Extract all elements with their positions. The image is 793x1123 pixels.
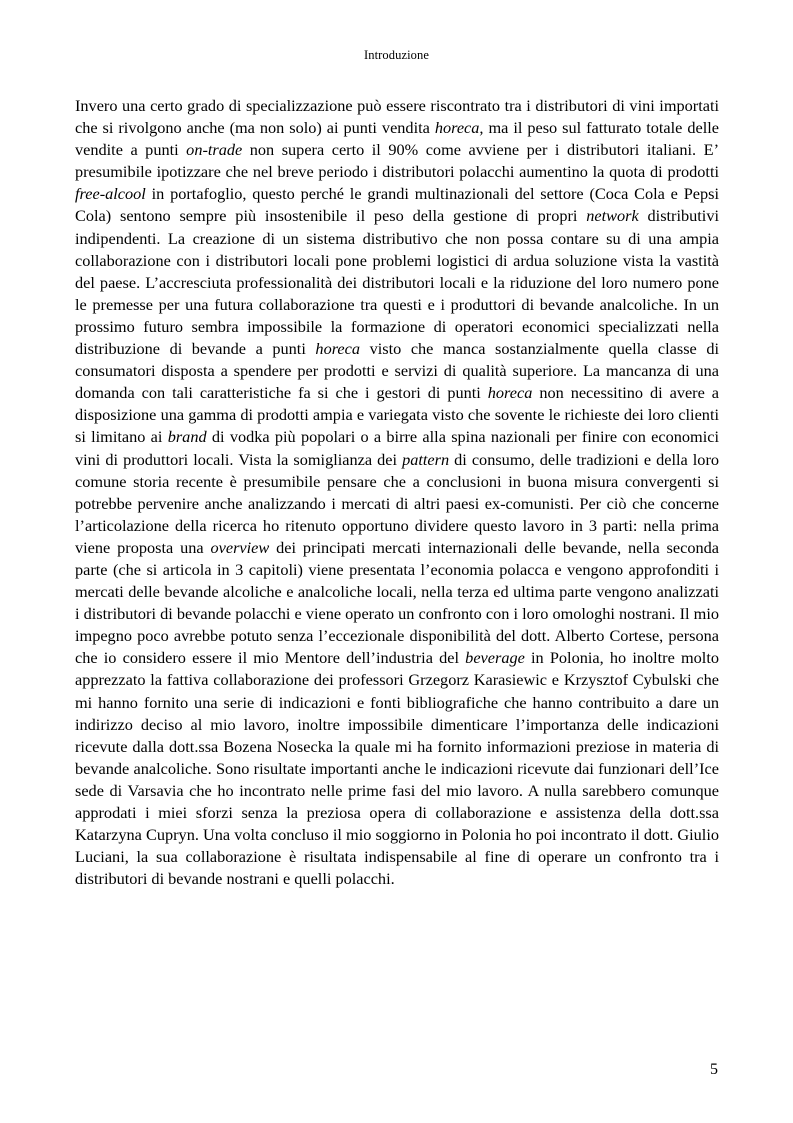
italic-term-network: network <box>586 206 639 226</box>
body-paragraph <box>75 95 719 890</box>
text-segment: non supera certo il 90% come avviene per i distributori italiani. E’ presumibile ipotizzare che nel breve periodo i distributori polacchi aumentino la quota di prodotti <box>75 140 720 182</box>
italic-term-brand: brand <box>167 427 207 447</box>
text-segment: distributivi indipendenti. La creazione di un sistema distributivo che non possa contare su di una ampia collaborazione con i distributori locali pone problemi logistici di ardua soluzione vista la vastità del paese. L’accresciuta professionalità dei distributori locali e la riduzione del loro numero pone le premesse per una futura collaborazione tra questi e i produttori di bevande analcoliche. In un prossimo futuro sembra impossibile la formazione di operatori economici specializzati nella distribuzione di bevande a punti <box>75 206 719 359</box>
text-segment: in portafoglio, questo perché le grandi multinazionali del settore (Coca Cola e Pepsi Cola) sentono sempre più insostenibile il peso della gestione di propri <box>75 184 719 226</box>
italic-term-beverage: beverage <box>465 648 525 668</box>
text-segment: in Polonia, ho inoltre molto apprezzato la fattiva collaborazione dei professori Grzegorz Karasiewic e Krzysztof Cybulski che mi hanno fornito una serie di indicazioni e fonti bibliografiche che hanno contribuito a dare un indirizzo deciso al mio lavoro, inoltre impossibile dimenticare l’importanza delle indicazioni ricevute dalla dott.ssa Bozena Nosecka la quale mi ha fornito informazioni preziose in materia di bevande analcoliche. Sono risultate importanti anche le indicazioni ricevute dai funzionari dell’Ice sede di Varsavia che ho incontrato nelle prime fasi del mio lavoro. A nulla sarebbero comunque approdati i miei sforzi senza la preziosa opera di collaborazione e assistenza della dott.ssa Katarzyna Cupryn. Una volta concluso il mio soggiorno in Polonia ho poi incontrato il dott. Giulio Luciani, la sua collaborazione è risultata indispensabile al fine di operare un confronto tra i distributori di bevande nostrani e quelli polacchi. <box>75 648 719 889</box>
text-segment: Invero una certo grado di specializzazione può essere riscontrato tra i distributori di vini importati che si rivolgono anche (ma non solo) ai punti vendita <box>75 96 719 138</box>
italic-term-horeca: horeca, <box>434 118 484 138</box>
text-segment: ma il peso sul fatturato totale delle vendite a punti <box>75 118 719 160</box>
text-segment: dei principati mercati internazionali delle bevande, nella seconda parte (che si articola in 3 capitoli) viene presentata l’economia polacca e vengono approfonditi i mercati delle bevande alcoliche e analcoliche locali, nella terza ed ultima parte vengono analizzati i distributori di bevande polacchi e viene operato un confronto con i loro omologhi nostrani. Il mio impegno poco avrebbe potuto senza l’eccezionale disponibilità del dott. Alberto Cortese, persona che io considero essere il mio Mentore dell’industria del <box>75 537 719 668</box>
italic-term-horeca: horeca <box>487 383 533 403</box>
italic-term-pattern: pattern <box>402 449 450 469</box>
text-segment: di consumo, delle tradizioni e della loro comune storia recente è presumibile pensare che a conclusioni in buona misura convergenti si potrebbe pervenire anche analizzando i mercati di altri paesi ex-comunisti. Per ciò che concerne l’articolazione della ricerca ho ritenuto opportuno dividere questo lavoro in 3 parti: nella prima viene proposta una <box>75 449 720 557</box>
text-segment: visto che manca sostanzialmente quella classe di consumatori disposta a spendere per prodotti e servizi di qualità superiore. La mancanza di una domanda con tali caratteristiche fa si che i gestori di punti <box>75 339 719 403</box>
italic-term-free-alcool: free-alcool <box>75 184 146 204</box>
text-segment: di vodka più popolari o a birre alla spina nazionali per finire con economici vini di produttori locali. Vista la somiglianza dei <box>75 427 719 469</box>
running-header: Introduzione <box>363 48 430 62</box>
italic-term-on-trade: on-trade <box>186 140 243 160</box>
italic-term-overview: overview <box>210 537 270 557</box>
page-number: 5 <box>710 1061 718 1078</box>
italic-term-horeca: horeca <box>315 339 361 359</box>
text-segment: non necessitino di avere a disposizione una gamma di prodotti ampia e variegata visto che sovente le richieste dei loro clienti si limitano ai <box>75 383 720 447</box>
